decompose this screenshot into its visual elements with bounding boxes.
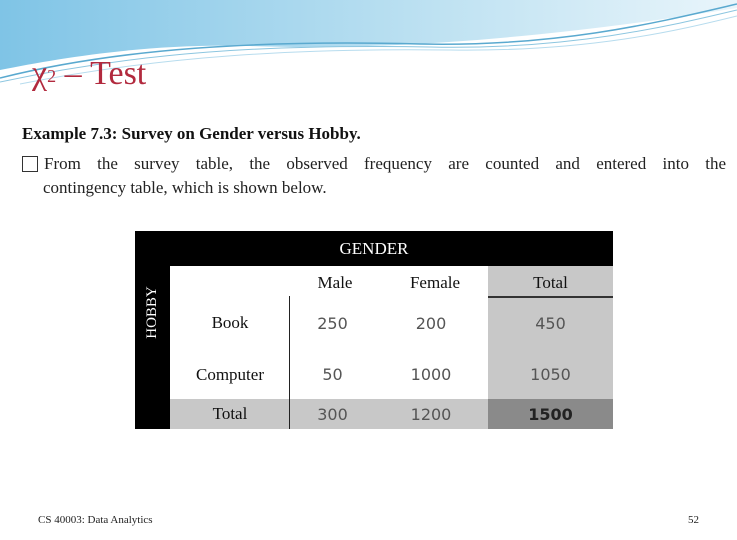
paragraph-line-2: contingency table, which is shown below.: [43, 178, 327, 197]
example-heading: Example 7.3: Survey on Gender versus Hobby.: [22, 124, 361, 143]
column-header-female: Female: [409, 273, 461, 292]
column-header-total: Total: [533, 273, 568, 292]
description-paragraph: [22, 152, 726, 200]
contingency-table: [170, 266, 613, 429]
cell-computer-total: 1050: [530, 365, 571, 384]
total-header-divider: [488, 296, 613, 298]
row-label-book: Book: [211, 313, 249, 332]
cell-total-male: 300: [317, 405, 348, 424]
cell-total-female: 1200: [410, 405, 452, 424]
cell-book-total: 450: [535, 314, 566, 333]
cell-computer-female: 1000: [410, 365, 452, 384]
cell-grand-total: 1500: [528, 405, 573, 424]
column-header-male: Male: [317, 273, 353, 292]
row-label-total: Total: [212, 404, 248, 423]
paragraph-line-1: From the survey table, the observed frequency are counted and entered into the: [44, 154, 726, 173]
row-label-computer: Computer: [196, 365, 264, 384]
hobby-header: HOBBY: [143, 285, 160, 339]
footer-course: CS 40003: Data Analytics: [38, 514, 153, 526]
cell-computer-male: 50: [322, 365, 343, 384]
gender-header: GENDER: [339, 239, 409, 258]
cell-book-male: 250: [317, 314, 348, 333]
hobby-header-column: [135, 262, 169, 429]
bullet-box-icon: [22, 156, 38, 172]
slide-title: $\chi^2$ – Test: [32, 55, 147, 92]
footer-page-number: 52: [688, 514, 699, 526]
cell-book-female: 200: [415, 314, 447, 333]
